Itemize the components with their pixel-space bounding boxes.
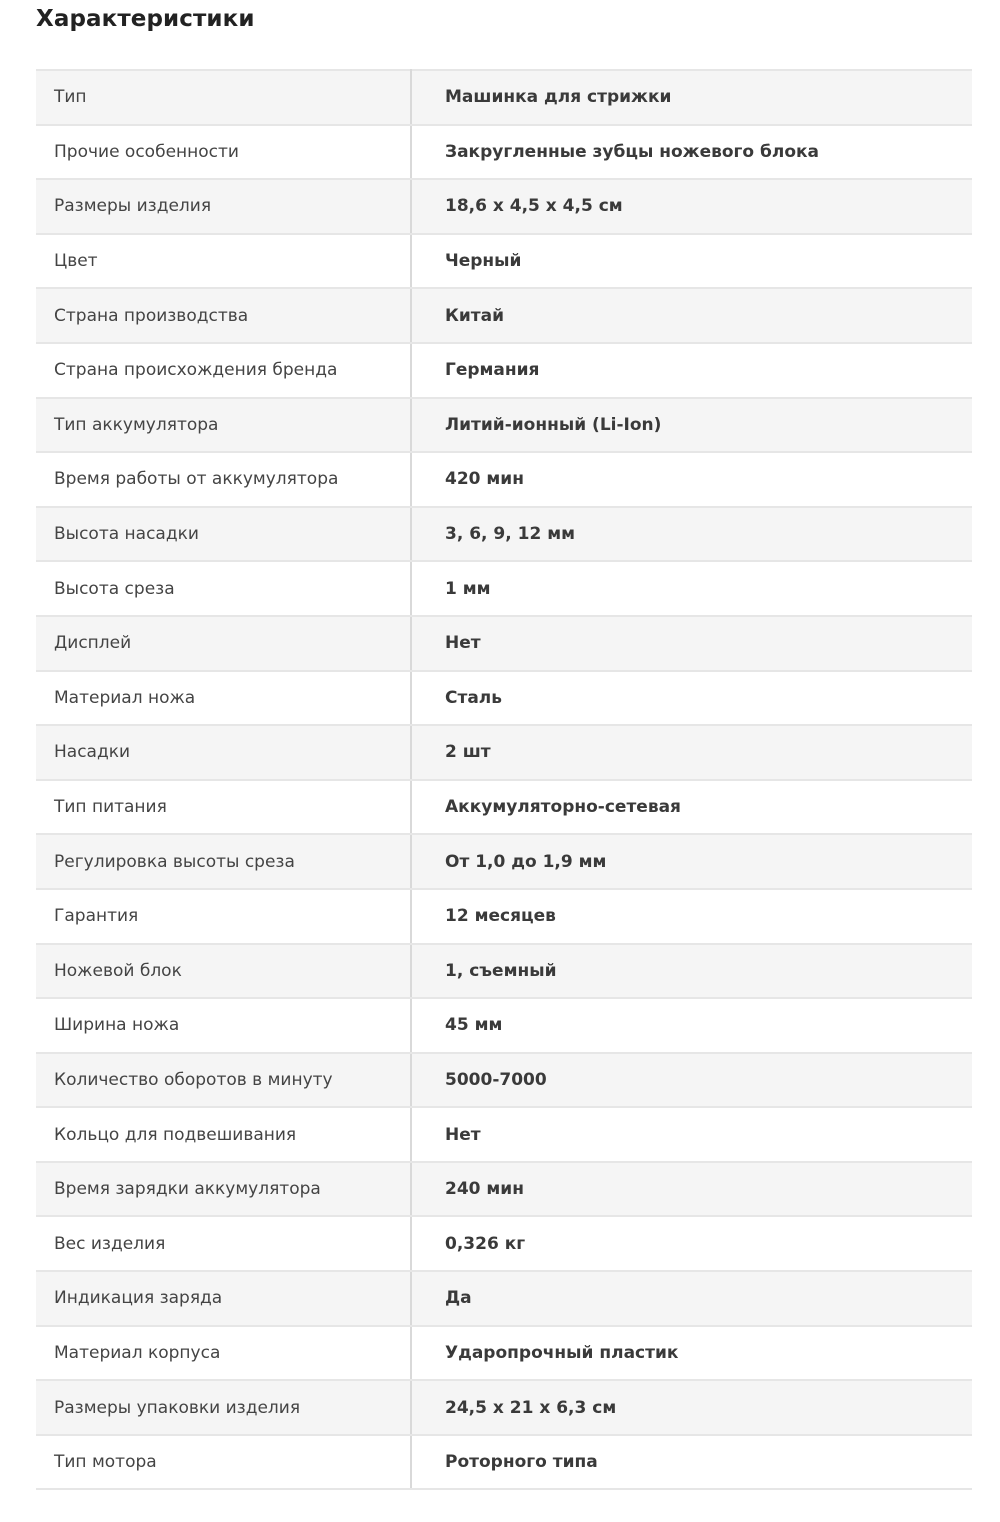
spec-name: Гарантия [36,889,411,944]
spec-name: Индикация заряда [36,1271,411,1326]
spec-row [36,671,972,726]
spec-value: Да [411,1271,972,1326]
spec-name: Вес изделия [36,1216,411,1271]
spec-value: 1, съемный [411,944,972,999]
spec-row [36,725,972,780]
spec-row [36,944,972,999]
spec-value: 0,326 кг [411,1216,972,1271]
spec-row [36,1271,972,1326]
spec-value: 1 мм [411,561,972,616]
spec-value: Нет [411,616,972,671]
spec-value: От 1,0 до 1,9 мм [411,834,972,889]
spec-value: Китай [411,288,972,343]
spec-row [36,780,972,835]
spec-value: Сталь [411,671,972,726]
spec-row [36,234,972,289]
section-title: Характеристики [36,6,255,32]
specs-table-body [36,70,972,1489]
spec-value: Закругленные зубцы ножевого блока [411,125,972,180]
spec-value: Ударопрочный пластик [411,1326,972,1381]
spec-name: Регулировка высоты среза [36,834,411,889]
spec-row [36,889,972,944]
spec-row [36,616,972,671]
spec-value: 420 мин [411,452,972,507]
spec-row [36,1053,972,1108]
spec-value: 12 месяцев [411,889,972,944]
spec-name: Тип [36,70,411,125]
spec-row [36,125,972,180]
specs-table [36,69,972,1490]
spec-row [36,70,972,125]
spec-name: Высота среза [36,561,411,616]
spec-value: Черный [411,234,972,289]
spec-name: Тип мотора [36,1435,411,1490]
spec-name: Страна производства [36,288,411,343]
spec-row [36,1107,972,1162]
spec-value: Нет [411,1107,972,1162]
spec-name: Тип питания [36,780,411,835]
spec-value: 3, 6, 9, 12 мм [411,507,972,562]
spec-name: Ширина ножа [36,998,411,1053]
spec-name: Время работы от аккумулятора [36,452,411,507]
spec-row [36,452,972,507]
spec-row [36,179,972,234]
spec-value: 240 мин [411,1162,972,1217]
spec-name: Высота насадки [36,507,411,562]
spec-row [36,1162,972,1217]
spec-row [36,1435,972,1490]
spec-name: Страна происхождения бренда [36,343,411,398]
spec-name: Прочие особенности [36,125,411,180]
spec-row [36,1380,972,1435]
spec-row [36,1326,972,1381]
spec-name: Кольцо для подвешивания [36,1107,411,1162]
spec-name: Дисплей [36,616,411,671]
spec-value: 18,6 x 4,5 x 4,5 см [411,179,972,234]
spec-name: Материал корпуса [36,1326,411,1381]
spec-row [36,561,972,616]
spec-name: Тип аккумулятора [36,398,411,453]
spec-name: Количество оборотов в минуту [36,1053,411,1108]
spec-value: Машинка для стрижки [411,70,972,125]
spec-value: Германия [411,343,972,398]
spec-row [36,1216,972,1271]
spec-row [36,834,972,889]
spec-row [36,288,972,343]
spec-row [36,507,972,562]
spec-name: Размеры изделия [36,179,411,234]
spec-value: Литий-ионный (Li-Ion) [411,398,972,453]
spec-row [36,343,972,398]
spec-value: Аккумуляторно-сетевая [411,780,972,835]
spec-value: 2 шт [411,725,972,780]
spec-name: Ножевой блок [36,944,411,999]
spec-value: 45 мм [411,998,972,1053]
spec-name: Время зарядки аккумулятора [36,1162,411,1217]
spec-name: Размеры упаковки изделия [36,1380,411,1435]
spec-row [36,998,972,1053]
spec-name: Насадки [36,725,411,780]
spec-name: Цвет [36,234,411,289]
spec-name: Материал ножа [36,671,411,726]
spec-value: 24,5 x 21 x 6,3 см [411,1380,972,1435]
spec-value: 5000-7000 [411,1053,972,1108]
spec-row [36,398,972,453]
spec-value: Роторного типа [411,1435,972,1490]
